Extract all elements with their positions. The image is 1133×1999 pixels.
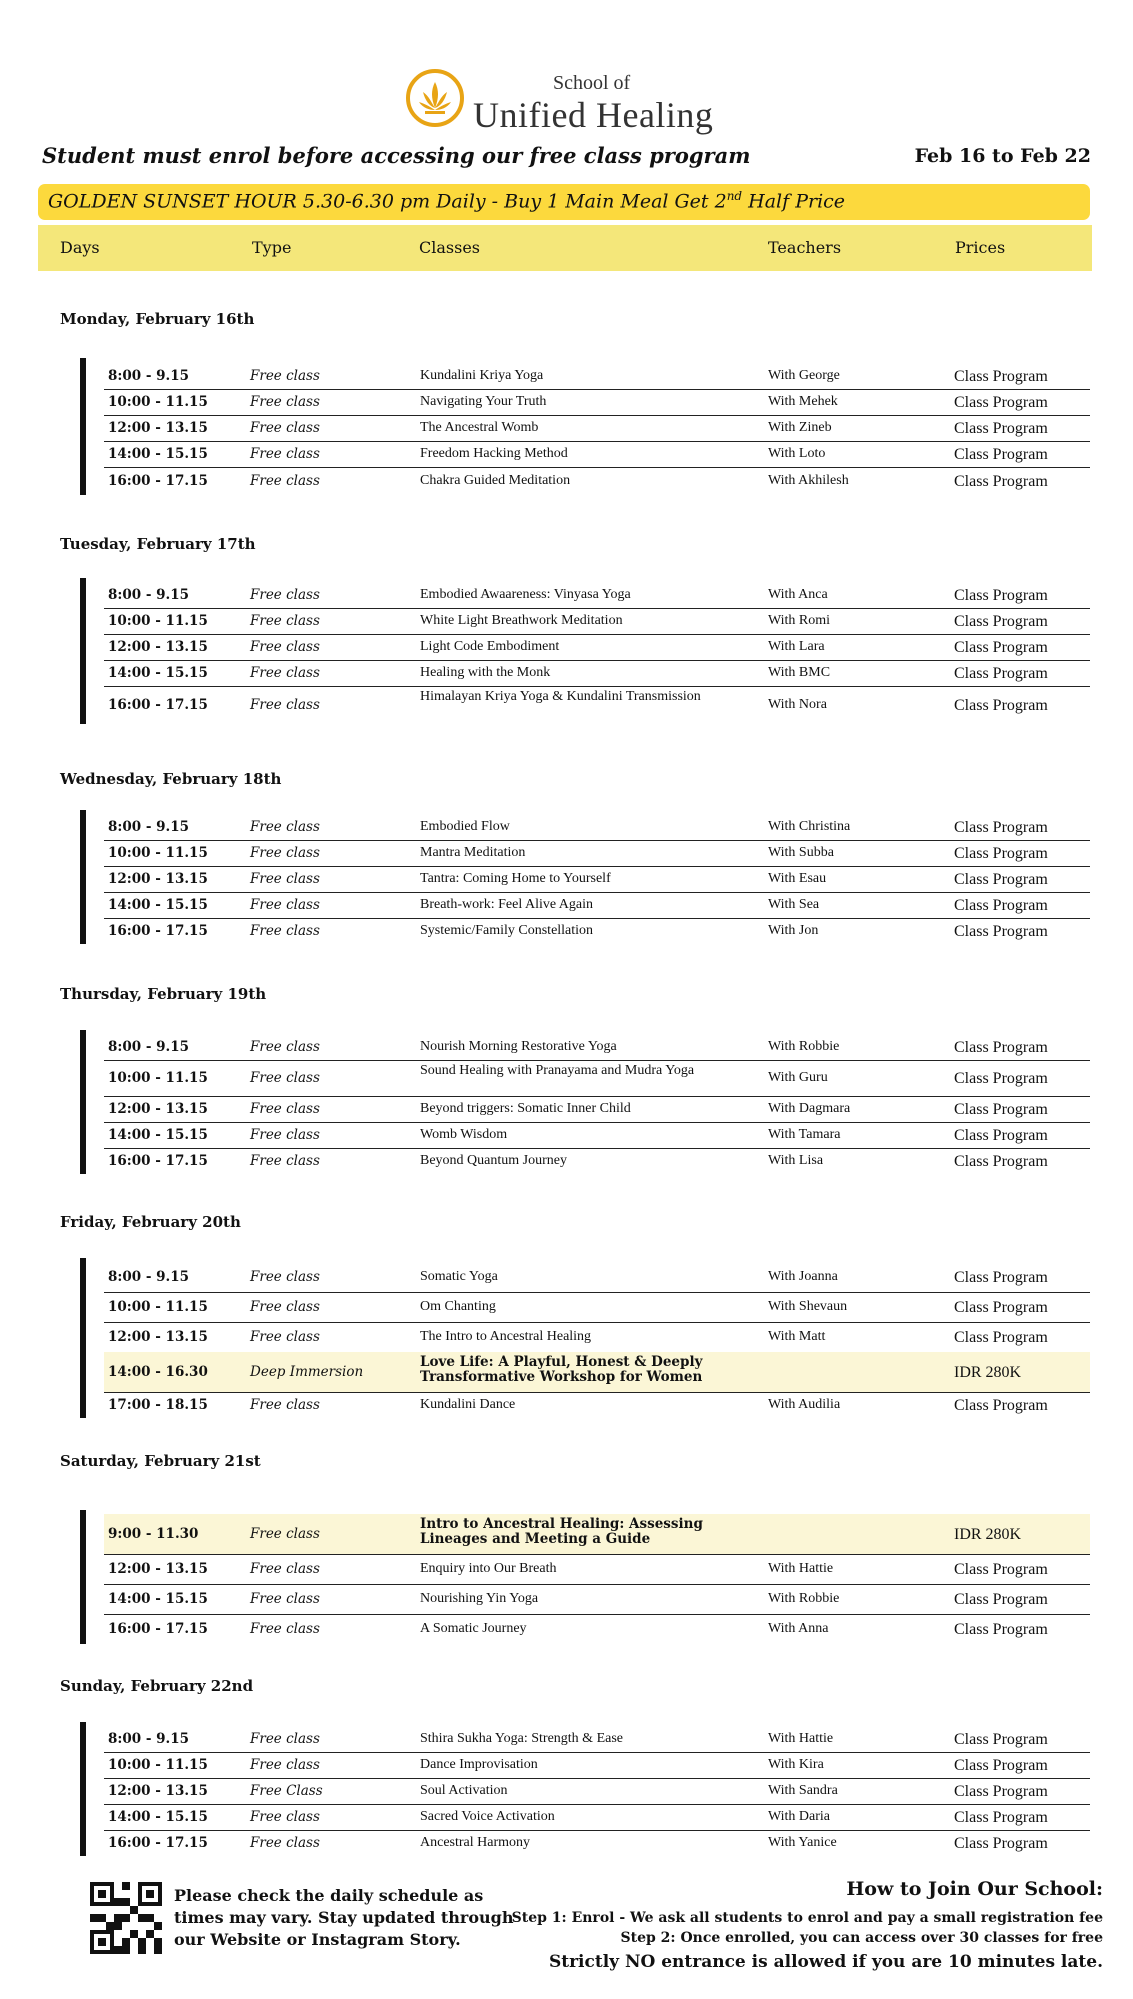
teacher-name: With Robbie [768,1591,840,1606]
class-type: Free Class [250,1783,323,1799]
class-name: The Intro to Ancestral Healing [420,1329,592,1344]
class-name: Dance Improvisation [420,1757,538,1772]
class-type: Free class [250,1127,320,1143]
teacher-name: With Dagmara [768,1101,851,1116]
day-title: Monday, February 16th [60,310,255,328]
class-type: Free class [250,1269,320,1285]
teacher-name: With Anna [768,1621,829,1636]
class-type: Free class [250,1101,320,1117]
class-type: Free class [250,871,320,887]
class-name: Embodied Awaareness: Vinyasa Yoga [420,587,631,602]
schedule-row[interactable] [104,1392,1090,1418]
class-time: 8:00 - 9.15 [108,819,190,835]
class-price: Class Program [954,1299,1048,1316]
enrol-notice: Student must enrol before accessing our free class program [42,143,751,168]
day-divider-bar [80,1510,86,1644]
promo-text: GOLDEN SUNSET HOUR 5.30-6.30 pm Daily - Buy 1 Main Meal Get 2nd Half Price [48,189,846,213]
class-name: The Ancestral Womb [420,420,539,435]
table-header [38,225,1092,271]
class-name: Love Life: A Playful, Honest & Deeply Transformative Workshop for Women [420,1354,703,1385]
class-type: Free class [250,1039,320,1055]
day-title: Thursday, February 19th [60,985,267,1003]
class-price: Class Program [954,923,1048,940]
teacher-name: With Joanna [768,1269,838,1284]
class-type: Free class [250,394,320,410]
class-time: 10:00 - 11.15 [108,613,208,629]
class-type: Free class [250,446,320,462]
schedule-row[interactable] [104,1830,1090,1856]
step-1: Step 1: Enrol - We ask all students to enrol and pay a small registration fee [511,1910,1103,1926]
class-time: 17:00 - 18.15 [108,1397,208,1413]
class-price: Class Program [954,368,1048,385]
class-time: 14:00 - 15.15 [108,897,208,913]
lotus-logo-icon [405,68,465,128]
teacher-name: With Christina [768,819,851,834]
schedule-row[interactable] [104,1752,1090,1779]
schedule-row[interactable] [104,1322,1090,1353]
class-time: 16:00 - 17.15 [108,1835,208,1851]
class-price: Class Program [954,697,1048,714]
teacher-name: With Nora [768,697,827,712]
schedule-row[interactable] [104,1096,1090,1123]
class-time: 16:00 - 17.15 [108,1153,208,1169]
class-type: Free class [250,587,320,603]
class-time: 10:00 - 11.15 [108,1299,208,1315]
class-name: Womb Wisdom [420,1127,508,1142]
teacher-name: With Robbie [768,1039,840,1054]
schedule-row[interactable] [104,1584,1090,1615]
class-price: Class Program [954,819,1048,836]
teacher-name: With Daria [768,1809,831,1824]
class-type: Free class [250,1153,320,1169]
class-type: Free class [250,697,320,713]
class-price: Class Program [954,1835,1048,1852]
class-time: 10:00 - 11.15 [108,1757,208,1773]
teacher-name: With Romi [768,613,831,628]
class-time: 14:00 - 15.15 [108,446,208,462]
schedule-row[interactable] [104,1726,1090,1753]
class-price: Class Program [954,1039,1048,1056]
schedule-row[interactable] [104,814,1090,841]
class-name: Sthira Sukha Yoga: Strength & Ease [420,1731,623,1746]
class-price: Class Program [954,665,1048,682]
class-price: Class Program [954,1621,1048,1638]
teacher-name: With Zineb [768,420,832,435]
class-time: 12:00 - 13.15 [108,871,208,887]
class-price: Class Program [954,1397,1048,1414]
school-logo [405,66,725,136]
teacher-name: With Yanice [768,1835,837,1850]
class-type: Free class [250,1757,320,1773]
class-type: Free class [250,420,320,436]
class-time: 16:00 - 17.15 [108,473,208,489]
schedule-row[interactable] [104,1554,1090,1585]
class-type: Free class [250,473,320,489]
teacher-name: With Mehek [768,394,838,409]
day-divider-bar [80,1722,86,1856]
howto-title: How to Join Our School: [846,1878,1103,1900]
teacher-name: With Guru [768,1070,828,1085]
date-range: Feb 16 to Feb 22 [914,145,1091,167]
teacher-name: With Hattie [768,1561,834,1576]
day-divider-bar [80,1030,86,1174]
teacher-name: With Subba [768,845,834,860]
class-time: 9:00 - 11.30 [108,1526,199,1542]
class-type: Free class [250,613,320,629]
class-type: Free class [250,1809,320,1825]
schedule-row[interactable] [104,1614,1090,1644]
class-time: 12:00 - 13.15 [108,420,208,436]
class-type: Free class [250,923,320,939]
teacher-name: With Anca [768,587,828,602]
step-2: Step 2: Once enrolled, you can access over 30 classes for free [620,1930,1103,1946]
day-divider-bar [80,358,86,495]
class-type: Free class [250,1299,320,1315]
class-price: Class Program [954,420,1048,437]
class-name: Healing with the Monk [420,665,551,680]
schedule-row[interactable] [104,1804,1090,1831]
class-price: Class Program [954,871,1048,888]
class-time: 12:00 - 13.15 [108,1329,208,1345]
class-name: Sacred Voice Activation [420,1809,555,1824]
col-classes: Classes [419,238,480,257]
class-time: 16:00 - 17.15 [108,1621,208,1637]
class-time: 14:00 - 15.15 [108,1127,208,1143]
class-price: Class Program [954,1731,1048,1748]
class-name: Chakra Guided Meditation [420,473,571,488]
class-name: Enquiry into Our Breath [420,1561,557,1576]
class-time: 12:00 - 13.15 [108,1783,208,1799]
class-name: Beyond Quantum Journey [420,1153,567,1168]
class-price: Class Program [954,1757,1048,1774]
class-time: 14:00 - 15.15 [108,665,208,681]
class-price: Class Program [954,446,1048,463]
qr-code-icon [90,1882,162,1954]
teacher-name: With Esau [768,871,827,886]
class-price: Class Program [954,1809,1048,1826]
teacher-name: With Kira [768,1757,824,1772]
teacher-name: With Lara [768,639,825,654]
class-price: Class Program [954,394,1048,411]
class-price: Class Program [954,613,1048,630]
class-price: Class Program [954,1561,1048,1578]
class-time: 12:00 - 13.15 [108,1101,208,1117]
class-name: Himalayan Kriya Yoga & Kundalini Transmission [420,689,701,704]
schedule-row[interactable] [104,1514,1090,1555]
schedule-row[interactable] [104,660,1090,687]
class-type: Free class [250,1070,320,1086]
class-name: Embodied Flow [420,819,510,834]
class-type: Free class [250,897,320,913]
class-price: Class Program [954,1127,1048,1144]
schedule-row[interactable] [104,866,1090,893]
teacher-name: With Shevaun [768,1299,848,1314]
class-price: Class Program [954,1329,1048,1346]
class-price: IDR 280K [954,1364,1022,1381]
class-price: Class Program [954,1591,1048,1608]
class-type: Free class [250,639,320,655]
schedule-row[interactable] [104,1122,1090,1149]
class-type: Free class [250,368,320,384]
class-time: 8:00 - 9.15 [108,1039,190,1055]
class-time: 8:00 - 9.15 [108,587,190,603]
day-title: Sunday, February 22nd [60,1677,254,1695]
schedule-row[interactable] [104,467,1090,495]
class-name: Breath-work: Feel Alive Again [420,897,594,912]
class-price: Class Program [954,1101,1048,1118]
day-divider-bar [80,1258,86,1418]
class-time: 10:00 - 11.15 [108,845,208,861]
late-policy: Strictly NO entrance is allowed if you are 10 minutes late. [548,1952,1103,1972]
class-time: 16:00 - 17.15 [108,697,208,713]
class-name: Intro to Ancestral Healing: Assessing Lineages and Meeting a Guide [420,1516,703,1547]
schedule-row[interactable] [104,1060,1090,1097]
class-price: Class Program [954,1070,1048,1087]
class-name: Sound Healing with Pranayama and Mudra Yoga [420,1063,695,1078]
class-name: Nourish Morning Restorative Yoga [420,1039,617,1054]
class-name: White Light Breathwork Meditation [420,613,623,628]
teacher-name: With Sea [768,897,820,912]
class-type: Free class [250,1731,320,1747]
class-name: Beyond triggers: Somatic Inner Child [420,1101,631,1116]
class-type: Free class [250,1526,320,1542]
class-price: Class Program [954,1269,1048,1286]
class-name: Navigating Your Truth [420,394,547,409]
schedule-row[interactable] [104,389,1090,416]
class-name: Ancestral Harmony [420,1835,531,1850]
class-name: Kundalini Kriya Yoga [420,368,544,383]
class-time: 8:00 - 9.15 [108,368,190,384]
class-time: 10:00 - 11.15 [108,1070,208,1086]
schedule-row[interactable] [104,1292,1090,1323]
teacher-name: With Jon [768,923,819,938]
class-name: Soul Activation [420,1783,508,1798]
class-type: Free class [250,845,320,861]
schedule-row[interactable] [104,1034,1090,1061]
teacher-name: With Audilia [768,1397,841,1412]
class-type: Free class [250,1621,320,1637]
teacher-name: With Akhilesh [768,473,849,488]
class-time: 8:00 - 9.15 [108,1269,190,1285]
schedule-row[interactable] [104,363,1090,390]
class-time: 14:00 - 15.15 [108,1809,208,1825]
schedule-row[interactable] [104,441,1090,468]
class-time: 12:00 - 13.15 [108,639,208,655]
schedule-row[interactable] [104,1148,1090,1174]
col-prices: Prices [955,238,1006,257]
class-name: Somatic Yoga [420,1269,498,1284]
class-name: Systemic/Family Constellation [420,923,594,938]
teacher-name: With Hattie [768,1731,834,1746]
teacher-name: With Lisa [768,1153,824,1168]
logo-subtitle: School of [553,72,631,94]
day-divider-bar [80,810,86,944]
class-time: 8:00 - 9.15 [108,1731,190,1747]
day-title: Tuesday, February 17th [60,535,256,553]
class-type: Free class [250,1591,320,1607]
class-name: Nourishing Yin Yoga [420,1591,539,1606]
class-type: Free class [250,1397,320,1413]
class-price: Class Program [954,639,1048,656]
schedule-row[interactable] [104,1352,1090,1393]
logo-title: Unified Healing [473,95,714,135]
class-type: Free class [250,1835,320,1851]
col-teachers: Teachers [768,238,842,257]
class-time: 14:00 - 16.30 [108,1364,208,1380]
class-time: 14:00 - 15.15 [108,1591,208,1607]
schedule-row[interactable] [104,1778,1090,1805]
class-type: Free class [250,1561,320,1577]
schedule-note: Please check the daily schedule as times may vary. Stay updated through our Website or Instagram Story. [174,1886,514,1949]
class-time: 16:00 - 17.15 [108,923,208,939]
class-price: Class Program [954,845,1048,862]
day-title: Saturday, February 21st [60,1452,261,1470]
schedule-row[interactable] [104,634,1090,661]
class-type: Free class [250,819,320,835]
day-title: Wednesday, February 18th [60,770,282,788]
col-days: Days [60,238,100,257]
class-time: 10:00 - 11.15 [108,394,208,410]
day-divider-bar [80,578,86,724]
schedule-row[interactable] [104,686,1090,724]
schedule-row[interactable] [104,582,1090,609]
teacher-name: With BMC [768,665,831,680]
class-price: Class Program [954,1783,1048,1800]
teacher-name: With Loto [768,446,826,461]
schedule-row[interactable] [104,415,1090,442]
teacher-name: With George [768,368,840,383]
teacher-name: With Matt [768,1329,826,1344]
teacher-name: With Sandra [768,1783,838,1798]
class-price: Class Program [954,473,1048,490]
class-price: Class Program [954,1153,1048,1170]
promo-banner [38,184,1090,220]
class-type: Deep Immersion [250,1364,364,1380]
schedule-row[interactable] [104,1262,1090,1293]
class-type: Free class [250,1329,320,1345]
schedule-row[interactable] [104,608,1090,635]
teacher-name: With Tamara [768,1127,841,1142]
schedule-row[interactable] [104,892,1090,919]
class-type: Free class [250,665,320,681]
class-price: Class Program [954,587,1048,604]
class-name: A Somatic Journey [420,1621,527,1636]
class-name: Mantra Meditation [420,845,526,860]
class-name: Om Chanting [420,1299,496,1314]
class-price: Class Program [954,897,1048,914]
class-name: Kundalini Dance [420,1397,516,1412]
class-name: Tantra: Coming Home to Yourself [420,871,611,886]
schedule-row[interactable] [104,918,1090,944]
class-name: Light Code Embodiment [420,639,560,654]
col-type: Type [252,238,292,257]
class-price: IDR 280K [954,1526,1022,1543]
schedule-row[interactable] [104,840,1090,867]
class-name: Freedom Hacking Method [420,446,568,461]
class-time: 12:00 - 13.15 [108,1561,208,1577]
day-title: Friday, February 20th [60,1213,241,1231]
